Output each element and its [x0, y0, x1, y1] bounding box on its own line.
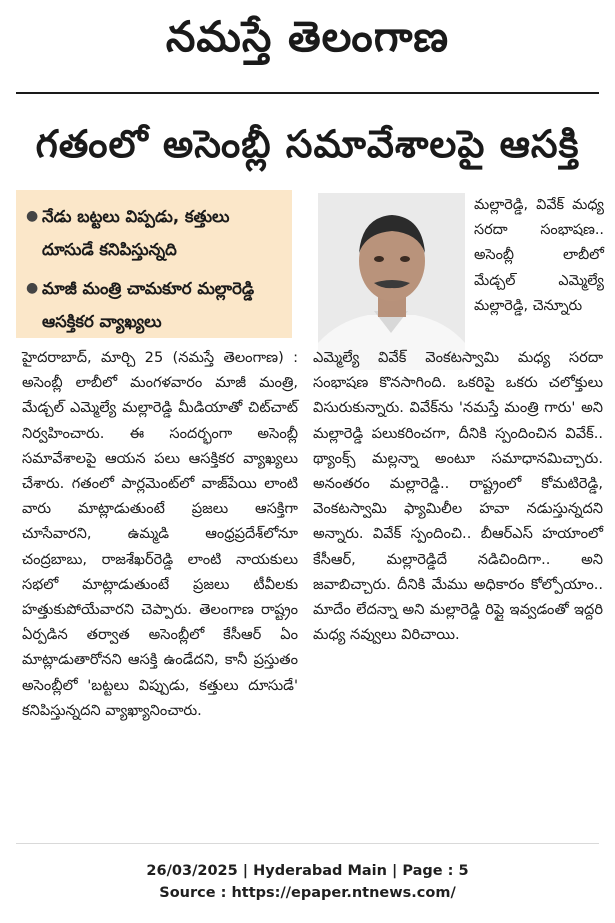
source-link[interactable]: Source : https://epaper.ntnews.com/	[159, 885, 456, 901]
masthead-logo: నమస్తే తెలంగాణ	[165, 12, 450, 61]
article-text-right-bottom: ఎమ్మెల్యే వివేక్ వెంకటస్వామి మధ్య సరదా సంభాషణ కొనసాగింది. ఒకరిపై ఒకరు చలోక్తులు విసురుకున్నారు. వివేక్‌ను 'నమస్తే మంత్రి గారు' అని మల్లారెడ్డి పలుకరించగా, దీనికి స్పందించిన వివేక్.. థ్యాంక్స్ మల్లన్నా అంటూ సమాధానమిచ్చారు. అనంతరం మల్లారెడ్డి.. రాష్ట్రంలో కోమటిరెడ్డి, వెంకటస్వామి ఫ్యామిలీల హవా నడుస్తున్నదని అన్నారు. వివేక్ స్పందించి.. బీఆర్ఎస్ హయాంలో కేసీఆర్, మల్లారెడ్డిదే నడిచిందిగా.. అని జవాబిచ్చారు. దీనికి మేము అధికారం కోల్పోయాం.. మాదేం లేదన్నా అని మల్లారెడ్డి రిప్లై ఇవ్వడంతో ఇద్దరి మధ్య నవ్వులు విరిచాయి.	[313, 349, 603, 644]
highlight-text: నేడు బట్టలు విప్పడు, కత్తులు దూసుడే కనిపిస్తున్నది	[42, 207, 230, 259]
article-text-left: హైదరాబాద్, మార్చి 25 (నమస్తే తెలంగాణ) : అసెంబ్లీ లాబీలో మంగళవారం మాజీ మంత్రి, మేడ్చల్ ఎమ్మెల్యే మల్లారెడ్డి మీడియాతో చిట్‌చాట్ నిర్వహించారు. ఈ సందర్భంగా అసెంబ్లీ సమావేశాలపై ఆయన పలు ఆసక్తికర వ్యాఖ్యలు చేశారు. గతంలో పార్లమెంట్‌లో వాజ్‌పేయి లాంటి వారు మాట్లాడుతుంటే ప్రజలు ఆసక్తిగా చూసేవారని, ఉమ్మడి ఆంధ్రప్రదేశ్‌లోనూ చంద్రబాబు, రాజశేఖర్‌రెడ్డి లాంటి నాయకులు సభలో మాట్లాడుతుంటే ప్రజలు టీవీలకు హత్తుకుపోయేవారని చెప్పారు. తెలంగాణ రాష్ట్రం ఏర్పడిన తర్వాత అసెంబ్లీలో కేసీఆర్ ఏం మాట్లాడుతారోనని ఆసక్తి ఉండేదని, కానీ ప్రస్తుతం అసెంబ్లీలో 'బట్టలు విప్పుడు, కత్తులు దూసుడే' కనిపిస్తున్నదని వ్యాఖ్యానించారు.	[22, 349, 298, 719]
portrait-photo	[318, 193, 465, 370]
article-text-right-top: మల్లారెడ్డి, వివేక్ మధ్య సరదా సంభాషణ.. అసెంబ్లీ లాబీలో మేడ్చల్ ఎమ్మెల్యే మల్లారెడ్డి, చెన్నూరు	[474, 197, 604, 314]
highlight-text: మాజీ మంత్రి చామకూర మల్లారెడ్డి ఆసక్తికర వ్యాఖ్యలు	[42, 279, 255, 331]
masthead-divider	[16, 92, 599, 94]
highlight-item	[26, 200, 284, 266]
page-headline: గతంలో అసెంబ్లీ సమావేశాలపై ఆసక్తి	[35, 122, 580, 166]
bullet-icon: ●	[26, 280, 39, 296]
highlights-box	[16, 190, 292, 338]
footer-divider	[16, 843, 599, 844]
highlight-item	[26, 272, 284, 338]
bullet-icon: ●	[26, 208, 39, 224]
edition-info: 26/03/2025 | Hyderabad Main | Page : 5	[146, 863, 469, 879]
